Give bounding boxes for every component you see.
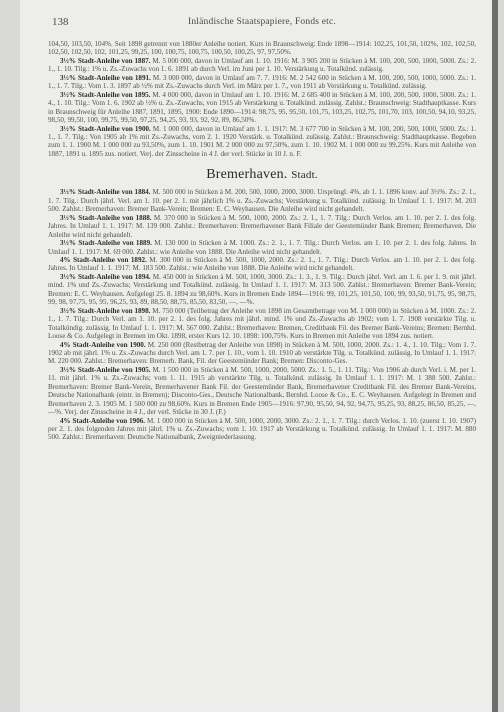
loan-entry <box>48 188 476 213</box>
loan-heading: 3½% Stadt-Anleihe von 1898. <box>60 306 151 315</box>
loan-entry <box>48 214 476 239</box>
loan-text: M. 1 000 000, davon in Umlauf am 1. 1. 1917: M. 3 677 700 in Stücken à M. 100, 200, 500, 1000, 5000. Zs.: 1. 1., 1. 7. Tilg.: Von 1905 ab 1% mit Zs.-Zuwachs, vom 2. 1. 1920 Verstärk. u. Totalkünd. zulässig. Zahlst.: Braunschweig: Stadthauptkasse. Begeben zum 1. 1. 1900 M. 1 000 000 zu 93,50%, zum 1. 10. 1901 M. 2 000 000 zu 97,50%, zum 1. 10. 1902 M. 1 000 000 zu 99,25%. Kurs mit Anleihe von 1887, 1891 u. 1895 zus. notiert. Verj. der Zinsscheine in 4 J. der verl. Stücke in 10 J. n. F. <box>48 124 476 158</box>
loan-entry <box>48 125 476 159</box>
loan-text: M. 1 000 000 in Stücken à M. 500, 1000, 2000, 3000. Zs.: 2. 1., 1. 7. Tilg.: durch Verlos. 1. 10. (zuerst 1. 10. 1907) per 2. 1. des folgenden Jahres mit jährl. 1% u. Zs.-Zuwachs; vom 1. 10. 1917 ab Verstärkung u. Totalkünd. zulässig. In Umlauf 1. 1. 1917: M. 880 500. Zahlst.: Bremerhaven: Deutsche Nationalbank, Zweigniederlassung. <box>48 416 476 442</box>
section-title-sub: Stadt. <box>291 169 318 182</box>
page-number: 138 <box>52 16 69 28</box>
loan-heading: 3½% Stadt-Anleihe von 1888. <box>60 213 152 222</box>
loan-text: M. 4 000 000, davon in Umlauf am 1. 10. 1916: M. 2 685 400 in Stücken à M. 100, 200, 500, 1000, 5000. Zs.: 1. 4., 1. 10. Tilg.: Vom 1. 6. 1902 ab ½% u. Zs.-Zuwachs, von 1915 ab Verstärkung u. Totalkünd. zulässig. Zahlst.: Braunschweig: Stadthauptkasse. Kurs in Braunschweig für Anleihe 1887, 1891, 1895, 1900: Ende 1890—1914: 98,75, 95, 95,50, 101,75, 103,25, 102,75, 101,70, 103, 100,50, 94,10, 93,25, 98,50, 99,50, 100, 99,75, 99,50, 97,25, 94,25, 93, 93, 92, 92, 89, 86,50%. <box>48 90 476 125</box>
document-page <box>20 0 498 712</box>
loan-entry <box>48 417 476 442</box>
loan-heading: 3½% Stadt-Anleihe von 1891. <box>60 73 151 82</box>
loan-heading: 3½% Stadt-Anleihe von 1889. <box>60 239 152 248</box>
loan-text: M. 250 000 (Restbetrag der Anleihe von 1898) in Stücken à M. 500, 1000, 2000. Zs.: 1. 4., 1. 10. Tilg.: Vom 1. 7. 1902 ab mit jährl. 1% u. Zs.-Zuwachs durch Verl. am 1. 7. per 1. 10., vom 1. 10. 1910 ab verstärkte Tilg. u. Totalkünd. zulässig. In Umlauf 1. 1. 1917: M. 220 000. Zahlst.: Bremerhaven: Bremerh. Bank, Fil. der Geestemünder Bank; Bremen: Disconto-Ges. <box>48 340 476 366</box>
loan-text: M. 300 000 in Stücken à M. 500, 1000, 2000. Zs.: 2. 1., 1. 7. Tilg.: Durch Verlos. am 1. 10. per 2. 1. des folg. Jahres. In Umlauf 1. 1. 1917: M. 183 500. Zahlst.: wie Anleihe von 1888. Die Anleihe wird nicht gehandelt. <box>48 255 476 273</box>
section-title-city: Bremerhaven. <box>206 167 288 183</box>
paragraph-text: 104,50, 103,50, 104%. Seit 1898 getrennt von 1880er Anleihe notiert. Kurs in Braunschweig: Ende 1898—1914: 102,25, 101,50, 102%, 102, 102,50, 102,50, 102,50, 102, 101,25, 99,25, 100, 100,75, 100,75, 100,50, 100,25, 97, 97,50%. <box>48 40 476 57</box>
loan-text: M. 5 000 000, davon in Umlauf am 1. 10. 1916: M. 3 905 200 in Stücken à M. 100, 200, 500, 1000, 5000. Zs.: 2. 1., 1. 10. Tilg.: 1% u. Zs.-Zuwachs von 1. 6. 1891 ab durch Verl. im Juni per 1. 10. Verstärkung u. Totalkünd. zulässig. <box>48 56 476 74</box>
loan-entry <box>48 273 476 307</box>
loan-entry <box>48 74 476 91</box>
loan-heading: 3½% Stadt-Anleihe von 1894. <box>60 272 151 281</box>
page-header <box>44 16 480 30</box>
loan-heading: 4% Stadt-Anleihe von 1906. <box>60 416 146 425</box>
loan-heading: 3½% Stadt-Anleihe von 1900. <box>60 124 151 133</box>
loan-entry <box>48 366 476 417</box>
loan-text: M. 500 000 in Stücken à M. 200, 500, 1000, 2000, 3000. Ursprüngl. 4%, ab 1. 1. 1896 konv. auf 3½%. Zs.: 2. 1., 1. 7. Tilg.: Durch jährl. Verl. am 1. 10. per 2. 1. mit jährlich 1% u. Zs.-Zuwachs; Verstärkung u. Totalkünd. zulässig. In Umlauf 1. 1. 1917: M. 203 500. Zahlst.: Bremerhaven: Bremer Bank-Verein; Bremen: E. C. Weyhausen. Die Anleihe wird nicht gehandelt. <box>48 188 477 214</box>
loan-entry <box>48 341 476 366</box>
loan-heading: 3½% Stadt-Anleihe von 1905. <box>60 365 151 374</box>
loan-text: M. 370 000 in Stücken à M. 500, 1000, 2000. Zs.: 2. 1., 1. 7. Tilg.: Durch Verlos. am 1. 10. per 2. 1. des folg. Jahres. In Umlauf 1. 1. 1917: M. 139 000. Zahlst.: Bremerhaven: Bremerhavener Bank Filiale der Geestemünder Bank Bremen; Bremerhaven. Die Anleihe wird nicht gehandelt. <box>48 213 476 239</box>
loan-entry <box>48 57 476 74</box>
loan-heading: 4% Stadt-Anleihe von 1892. <box>60 255 147 264</box>
loan-text: M. 450 000 in Stücken à M. 500, 1000, 3000. Zs.: 1. 3., 1. 9. Tilg.: Durch jährl. Verl. am 1. 6. per 1. 9. mit jährl. mind. 1% und Zs.-Zuwachs; Verstärkung und Totalkünd. zulässig. In Umlauf 1. 1. 1917: M. 313 500. Zahlst.: Bremerhaven: Bremer Bank-Verein; Bremen: E. C. Weyhausen. Aufgelegt 25. 8. 1894 zu 98,60%. Kurs in Bremen Ende 1894—1916: 99, 101,25, 101,50, 100, 99, 93,50, 91,75, 95, 98,75, 99, 98, 97,75, 95, 95, 96,25, 93, 89, 88,50, 88,75, 85,50, 83,50, —, —%. <box>48 272 477 307</box>
loan-text: M. 750 000 (Teilbetrag der Anleihe von 1898 im Gesamtbetrage von M. 1 000 000) in Stücken à M. 1000. Zs.: 2. 1., 1. 7. Tilg.: Durch Verl. am 1. 10. per 2. 1. des folg. Jahres mit jährl. mind. 1% und Zs.-Zuwachs ab 1902; vom 1. 7. 1908 verstärkte Tilg. u. Totalkündig. zulässig. In Umlauf 1. 1. 1917: M. 567 000. Zahlst.: Bremerhaven: Bremen, Creditbank Fil. des Bremer Bank-Vereins; Bremen: Bernhd. Loose & Co. Aufgelegt in Bremen im Okt. 1898, erster Kurs 12. 10. 1898: 100,75%. Kurs in Bremen mit Anleihe von 1894 zus. notiert. <box>48 306 476 341</box>
loan-entry <box>48 256 476 273</box>
loan-heading: 4% Stadt-Anleihe von 1900. <box>60 340 146 349</box>
loan-text: M. 3 000 000, davon in Umlauf am 7. 7. 1916: M. 2 542 600 in Stücken à M. 100, 200, 500, 1000, 5000. Zs.: 1. 1., 1. 7. Tilg.: Vom 1. 3. 1897 ab ½% mit Zs.-Zuwachs durch Verl. im März per 1. 7., von 1911 ab Verstärkung u. Totalkünd. zulässig. <box>48 73 476 91</box>
section-title <box>48 167 476 183</box>
running-title: Inländische Staatspapiere, Fonds etc. <box>187 17 336 27</box>
loan-text: M. 1 500 000 in Stücken à M. 500, 1000, 2000, 5000. Zs.: 1. 5., 1. 11. Tilg.: Von 1906 ab durch Verl. i. M. per 1. 11. mit jährl. 1% u. Zs.-Zuwachs; vom 1. 11. 1915 ab verstärkte Tilg. u. Totalkünd. zulässig. In Umlauf 1. 1. 1917: M. 1 388 500. Zahlst.: Bremerhaven: Bremer Bank-Verein, Bremerhavener Bank Fil. der Geestemünder Bank, Bremerhavener Creditbank Fil. des Bremer Bank-Vereins, Deutsche Nationalbank (eintr. in Bremen); Disconto-Ges., Deutsche Nationalbank, Bernhd. Loose & Co., E. C. Weyhausen. Aufgelegt in Bremen und Bremerhaven 2. 3. 1905 M. 1 500 000 zu 98,60%. Kurs in Bremen Ende 1905—1916: 97,90, 95,50, 94, 92, 94,75, 95,25, 93, 88,25, 86,50, 85,25, —, —%. Verj. der Zinsscheine in 4 J., der verl. Stücke in 30 J. (F.) <box>48 365 476 417</box>
loan-entry <box>48 239 476 256</box>
loan-heading: 3½% Stadt-Anleihe von 1884. <box>60 188 151 197</box>
loan-entry <box>48 307 476 341</box>
continued-paragraph <box>48 40 476 57</box>
loan-heading: 3½% Stadt-Anleihe von 1895. <box>60 90 151 99</box>
loan-heading: 3½% Stadt-Anleihe von 1887. <box>60 56 151 65</box>
page-edge-shadow <box>492 0 498 712</box>
loan-text: M. 130 000 in Stücken à M. 1000. Zs.: 2. 1., 1. 7. Tilg.: Durch Verlos. am 1. 10. per 2. 1. des folg. Jahres. In Umlauf 1. 1. 1917: M. 69 000. Zahlst.: wie Anleihe von 1888. Die Anleihe wird nicht gehandelt. <box>48 239 476 256</box>
page-body <box>48 40 476 442</box>
loan-entry <box>48 91 476 125</box>
